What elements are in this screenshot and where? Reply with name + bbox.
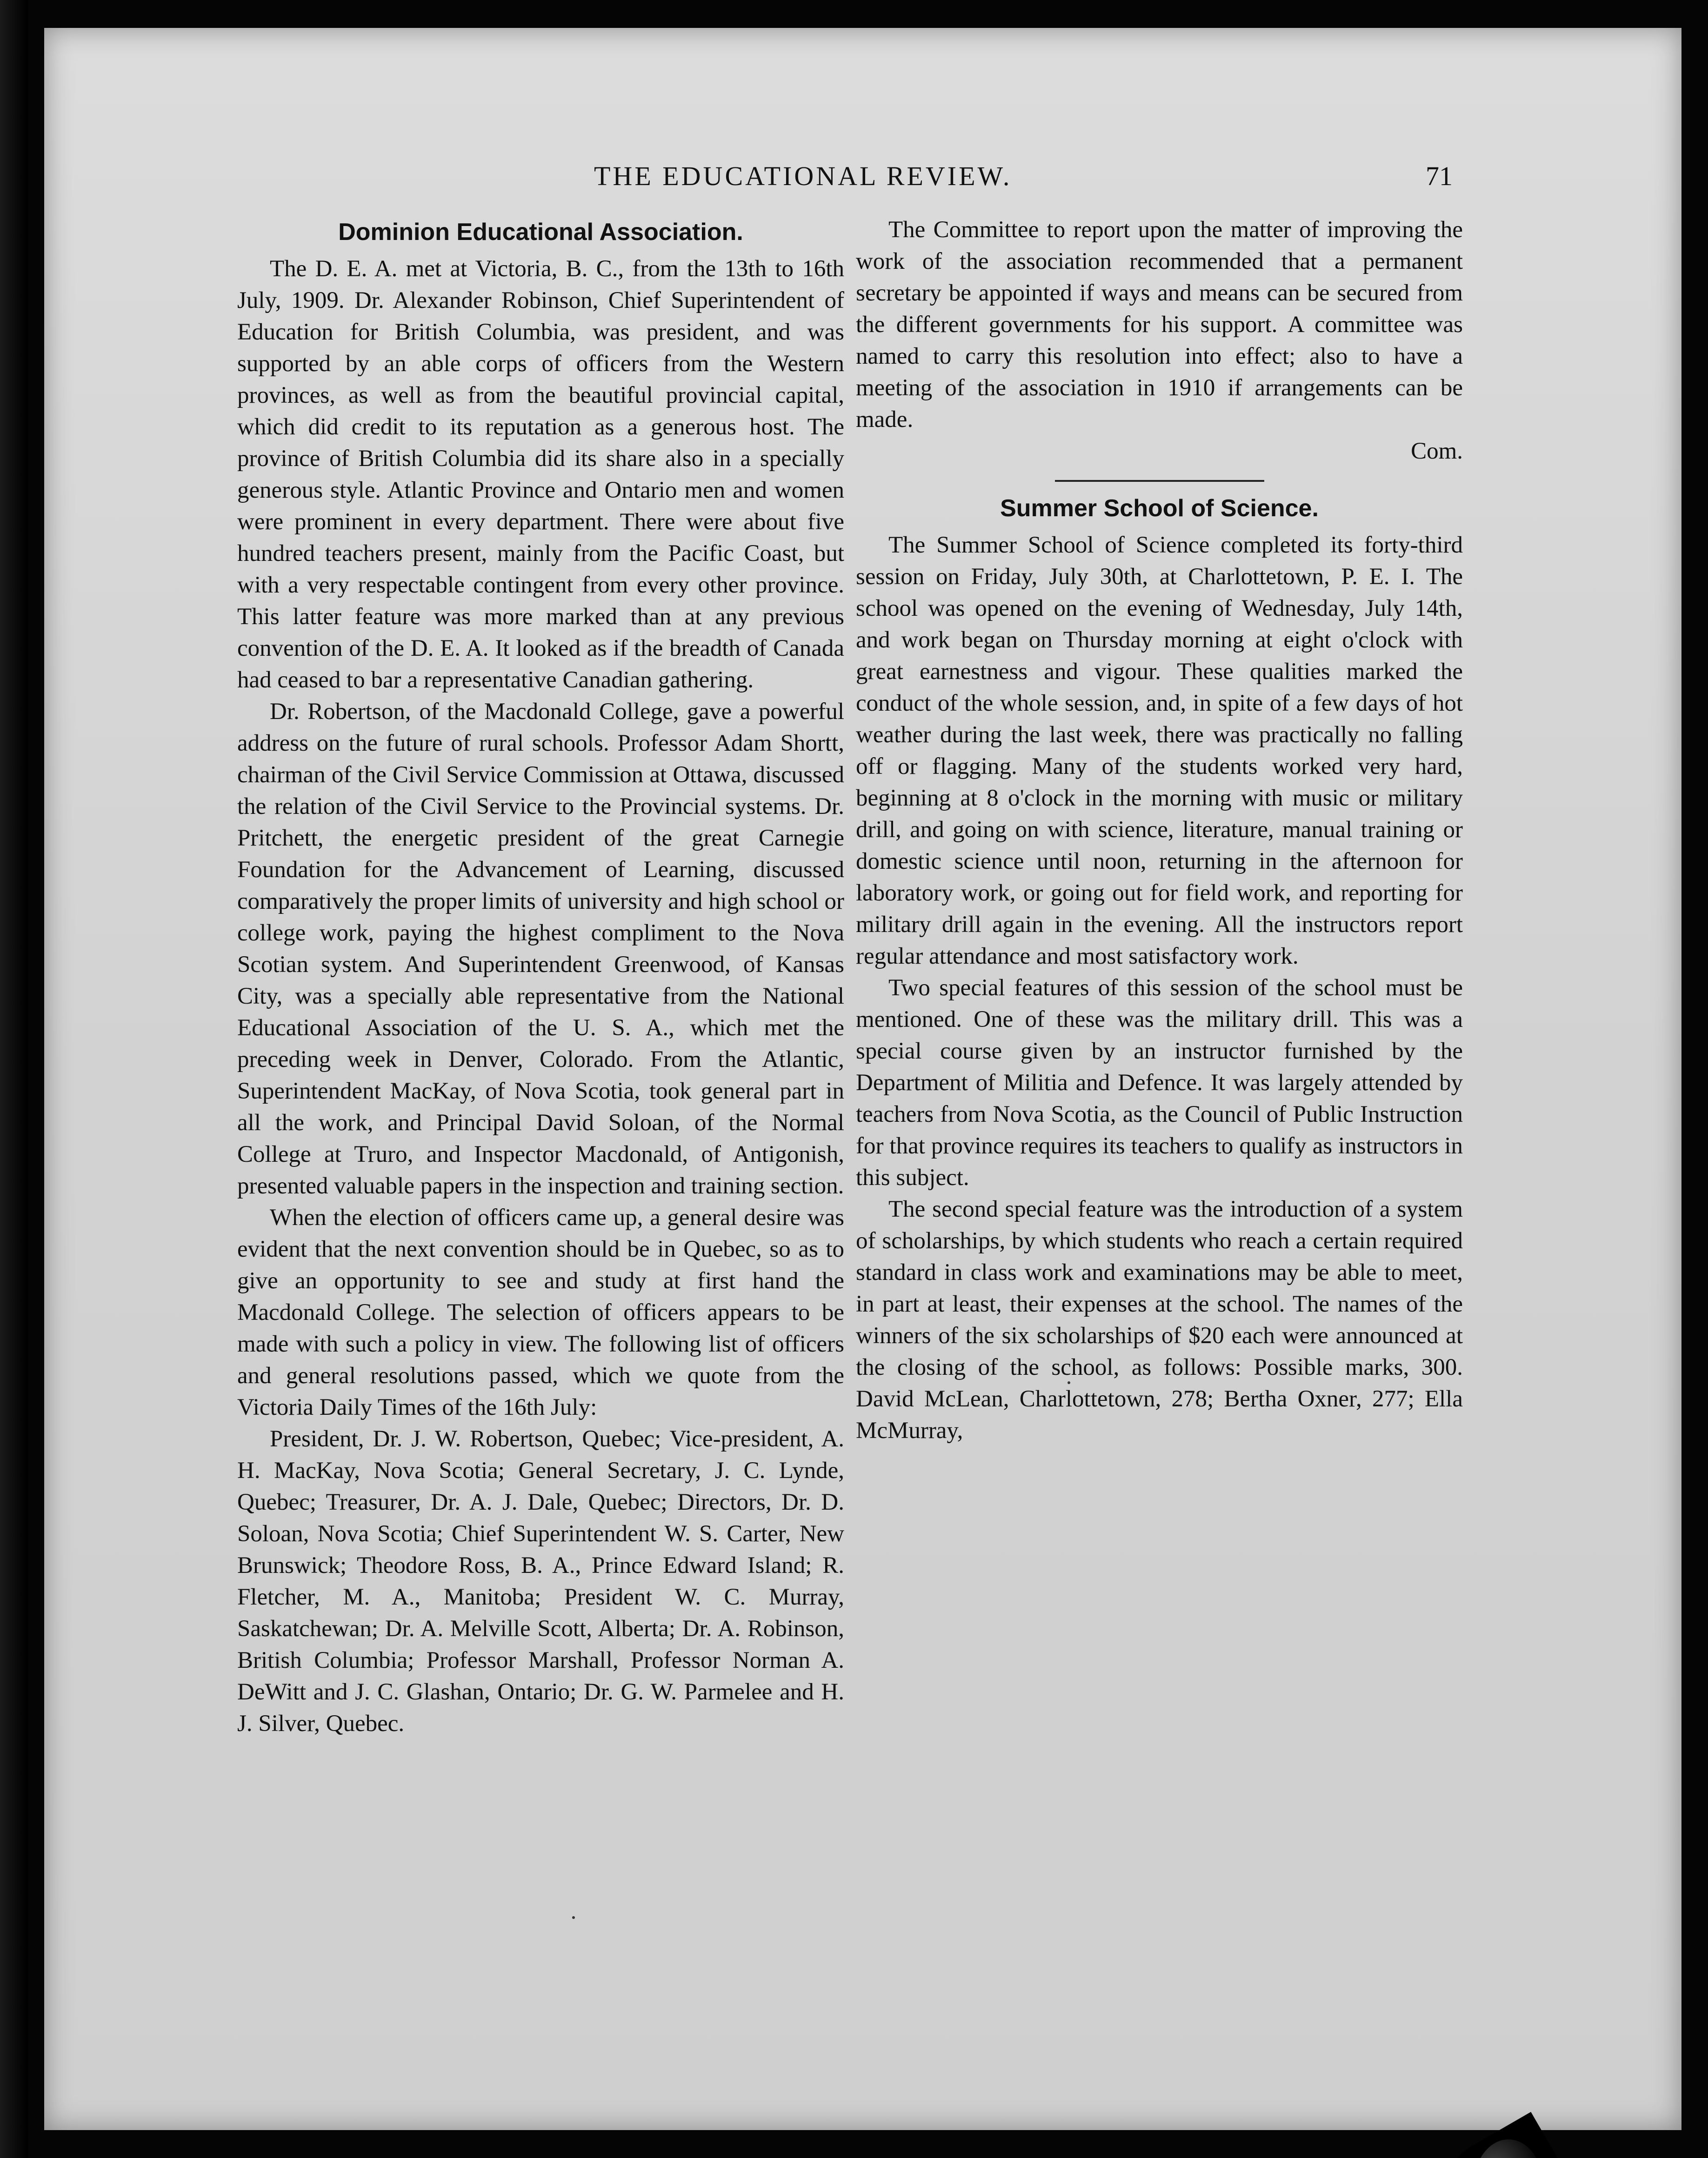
speck — [1068, 1381, 1070, 1384]
paragraph: The Committee to report upon the matter of improving the work of the association recommended that a permanent secretary be appointed if ways and means can be secured from the different governments for his support. A committee was named to carry this resolution into effect; also to have a meeting of the association in 1910 if arrangements can be made. — [856, 217, 1463, 433]
paragraph: The second special feature was the introduction of a system of scholarships, by which students who reach a certain required standard in class work and examinations may be able to meet, in part at least, their expenses at the school. The names of the winners of the six scholarships of $20 each were announced at the closing of the school, as follows: Possible marks, 300. David McLean, Charlottetown, 278; Bertha Oxner, 277; Ella McMurray, — [856, 1196, 1463, 1444]
paragraph: President, Dr. J. W. Robertson, Quebec; Vice-president, A. H. MacKay, Nova Scotia; General Secretary, J. C. Lynde, Quebec; Treasurer, Dr. A. J. Dale, Quebec; Directors, Dr. D. Soloan, Nova Scotia; Chief Superintendent W. S. Carter, New Brunswick; Theodore Ross, B. A., Prince Edward Island; R. Fletcher, M. A., Manitoba; President W. C. Murray, Saskatchewan; Dr. A. Melville Scott, Alberta; Dr. A. Robinson, British Columbia; Professor Marshall, Professor Norman A. DeWitt and J. C. Glashan, Ontario; Dr. G. W. Parmelee and H. J. Silver, Quebec. — [237, 1426, 844, 1737]
paragraph: Dr. Robertson, of the Macdonald College, gave a powerful address on the future of rural schools. Professor Adam Shortt, chairman of the Civil Service Commission at Ottawa, discussed the relation of the Civil Service to the Provincial systems. Dr. Pritchett, the energetic president of the great Carnegie Foundation for the Advancement of Learning, discussed comparatively the proper limits of university and high school or college work, paying the highest compliment to the Nova Scotian system. And Superintendent Greenwood, of Kansas City, was a specially able representative from the National Educational Association of the U. S. A., which met the preceding week in Denver, Colorado. From the Atlantic, Superintendent MacKay, of Nova Scotia, took general part in all the work, and Principal David Soloan, of the Normal College at Truro, and Inspector Macdonald, of Antigonish, presented valuable papers in the inspection and training section. — [237, 699, 844, 1199]
running-title: THE EDUCATIONAL REVIEW. — [594, 161, 1012, 191]
article-title: Dominion Educational Association. — [338, 219, 743, 246]
signature-text: Com. — [1411, 438, 1463, 464]
article-title: Summer School of Science. — [1000, 495, 1319, 522]
right-column — [856, 214, 1463, 1446]
binding-edge — [0, 0, 28, 2158]
signature — [856, 435, 1463, 467]
document-page — [44, 28, 1681, 2130]
page-number: 71 — [1426, 161, 1453, 191]
paragraph: The Summer School of Science completed its forty-third session on Friday, July 30th, at Charlottetown, P. E. I. The school was opened on the evening of Wednesday, July 14th, and work began on Thursday morning at eight o'clock with great earnestness and vigour. These qualities marked the conduct of the whole session, and, in spite of a few days of hot weather during the last week, there was practically no falling off or flagging. Many of the students worked very hard, beginning at 8 o'clock in the morning with music or military drill, and going on with science, literature, manual training or domestic science until noon, returning in the afternoon for laboratory work, or going out for field work, and reporting for military drill again in the evening. All the instructors report regular attendance and most satisfactory work. — [856, 532, 1463, 969]
section-divider — [1055, 480, 1264, 482]
speck — [572, 1916, 575, 1919]
paragraph: When the election of officers came up, a general desire was evident that the next convention should be in Quebec, so as to give an opportunity to see and study at first hand the Macdonald College. The selection of officers appears to be made with such a policy in view. The following list of officers and general resolutions passed, which we quote from the Victoria Daily Times of the 16th July: — [237, 1205, 844, 1420]
left-column — [237, 214, 844, 1739]
paragraph: Two special features of this session of the school must be mentioned. One of these was the military drill. This was a special course given by an instructor furnished by the Department of Militia and Defence. It was largely attended by teachers from Nova Scotia, as the Council of Public Instruction for that province requires its teachers to qualify as instructors in this subject. — [856, 975, 1463, 1191]
paragraph: The D. E. A. met at Victoria, B. C., from the 13th to 16th July, 1909. Dr. Alexander Robinson, Chief Superintendent of Education for British Columbia, was president, and was supported by an able corps of officers from the Western provinces, as well as from the beautiful provincial capital, which did credit to its reputation as a generous host. The province of British Columbia did its share also in a specially generous style. Atlantic Province and Ontario men and women were prominent in every department. There were about five hundred teachers present, mainly from the Pacific Coast, but with a very respectable contingent from every other province. This latter feature was more marked than at any previous convention of the D. E. A. It looked as if the breadth of Canada had ceased to bar a representative Canadian gathering. — [237, 256, 844, 693]
